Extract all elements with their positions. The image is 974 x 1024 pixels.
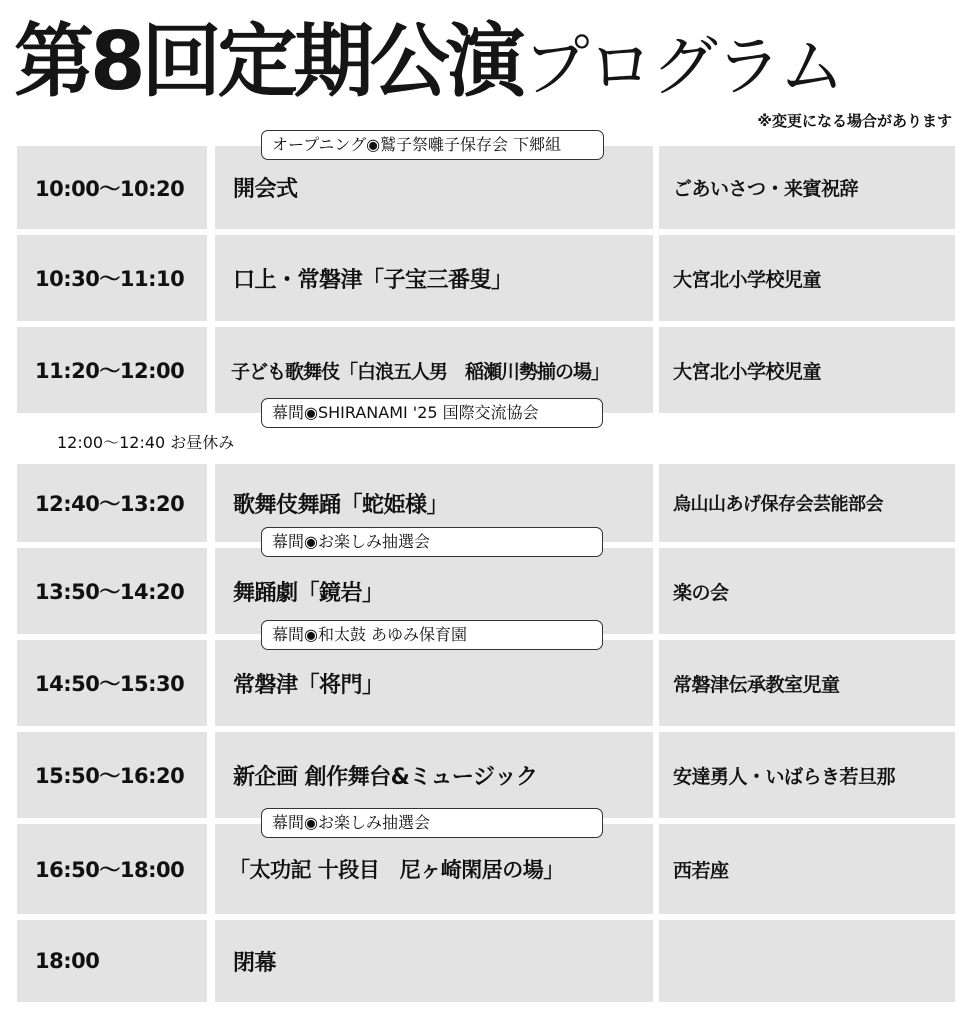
program-cell: 子ども歌舞伎「白浪五人男 稲瀬川勢揃の場」 — [215, 327, 653, 413]
time-cell: 14:50〜15:30 — [17, 640, 207, 726]
performer-cell: 楽の会 — [659, 548, 955, 634]
program-cell: 「太功記 十段目 尼ヶ崎閑居の場」 — [215, 824, 653, 914]
program-cell: 開会式 — [215, 146, 653, 229]
title-main: 第8回定期公演 — [14, 15, 522, 108]
time-cell: 10:30〜11:10 — [17, 235, 207, 321]
program-cell: 常磐津「将門」 — [215, 640, 653, 726]
performer-cell: 西若座 — [659, 824, 955, 914]
time-cell: 11:20〜12:00 — [17, 327, 207, 413]
time-cell: 13:50〜14:20 — [17, 548, 207, 634]
program-cell: 新企画 創作舞台&ミュージック — [215, 732, 653, 818]
interlude-label: 幕間◉お楽しみ抽選会 — [261, 808, 603, 838]
performer-cell: 常磐津伝承教室児童 — [659, 640, 955, 726]
performer-cell: ごあいさつ・来賓祝辞 — [659, 146, 955, 229]
interlude-opening: オープニング◉鷲子祭囃子保存会 下郷組 — [261, 130, 604, 160]
time-cell: 10:00〜10:20 — [17, 146, 207, 229]
change-notice: ※変更になる場合があります — [757, 112, 952, 130]
program-cell: 歌舞伎舞踊「蛇姫様」 — [215, 464, 653, 542]
lunch-break: 12:00〜12:40 お昼休み — [57, 433, 235, 452]
title-sub: プログラム — [523, 28, 844, 105]
time-cell: 15:50〜16:20 — [17, 732, 207, 818]
time-cell: 18:00 — [17, 920, 207, 1002]
time-cell: 12:40〜13:20 — [17, 464, 207, 542]
interlude-label: 幕間◉SHIRANAMI '25 国際交流協会 — [261, 398, 603, 428]
program-title — [14, 12, 843, 112]
performer-cell: 大宮北小学校児童 — [659, 235, 955, 321]
interlude-label: 幕間◉お楽しみ抽選会 — [261, 527, 603, 557]
performer-cell — [659, 920, 955, 1002]
program-cell: 閉幕 — [215, 920, 653, 1002]
performer-cell: 大宮北小学校児童 — [659, 327, 955, 413]
program-cell: 口上・常磐津「子宝三番叟」 — [215, 235, 653, 321]
performer-cell: 安達勇人・いばらき若旦那 — [659, 732, 955, 818]
performer-cell: 烏山山あげ保存会芸能部会 — [659, 464, 955, 542]
program-cell: 舞踊劇「鏡岩」 — [215, 548, 653, 634]
interlude-label: 幕間◉和太鼓 あゆみ保育園 — [261, 620, 603, 650]
time-cell: 16:50〜18:00 — [17, 824, 207, 914]
